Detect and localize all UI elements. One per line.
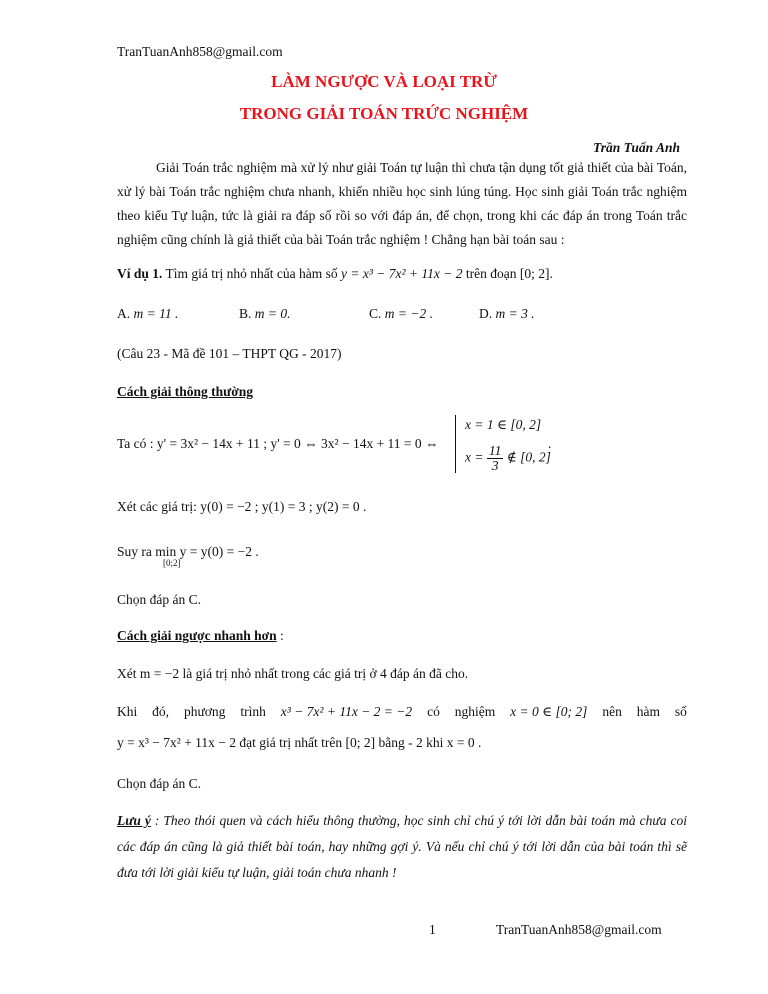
- method1-heading: Cách giải thông thường: [117, 384, 253, 399]
- option-b: B. m = 0.: [239, 306, 291, 321]
- example-text: Tìm giá trị nhỏ nhất của hàm số: [165, 266, 338, 281]
- source-citation: (Câu 23 - Mã đề 101 – THPT QG - 2017): [117, 346, 342, 361]
- case-bracket: [455, 415, 462, 473]
- case-end: .: [548, 436, 552, 451]
- title-line-2: TRONG GIẢI TOÁN TRỨC NGHIỆM: [239, 104, 529, 123]
- example-label: Ví dụ 1.: [117, 266, 163, 281]
- note-label: Lưu ý: [117, 813, 151, 828]
- example-statement: [117, 266, 553, 282]
- header-email: TranTuanAnh858@gmail.com: [117, 44, 283, 59]
- case-1: x = 1 ∈ [0, 2]: [465, 417, 542, 432]
- min-subscript: [0;2]: [163, 558, 181, 568]
- method2-consider: Xét m = −2 là giá trị nhỏ nhất trong các giá trị ở 4 đáp án đã cho.: [117, 666, 469, 681]
- option-d: D. m = 3 .: [479, 306, 535, 321]
- min-line: Suy ra min y = y(0) = −2 .: [117, 544, 259, 559]
- example-function: y = x³ − 7x² + 11x − 2: [341, 266, 463, 281]
- example-interval: trên đoạn [0; 2].: [465, 266, 553, 281]
- intro-text: Giải Toán trắc nghiệm mà xử lý như giải Toán tự luận thì chưa tận dụng tốt giả thiết của bài Toán, xử lý bài Toán trắc nghiệm chưa nhanh, khiến nhiều học sinh lúng túng. Học sinh giải Toán trắc nghiệm theo kiểu Tự luận, tức là giải ra đáp số rồi so với đáp án, để chọn, trong khi các đáp án trong Toán trắc nghiệm cũng chính là giả thiết của bài Toán trắc nghiệm ! Chẳng hạn bài toán sau :: [117, 160, 687, 247]
- page-number: 1: [429, 922, 436, 937]
- method2-answer: Chọn đáp án C.: [117, 776, 201, 791]
- author: Trần Tuấn Anh: [592, 140, 680, 155]
- option-a: A. m = 11 .: [117, 306, 179, 321]
- method2-heading: Cách giải ngược nhanh hơn: [117, 628, 277, 643]
- title-line-1: LÀM NGƯỢC VÀ LOẠI TRỪ: [271, 72, 497, 91]
- method2-result-line: y = x³ − 7x² + 11x − 2 đạt giá trị nhất trên [0; 2] bằng - 2 khi x = 0 .: [117, 735, 482, 750]
- footer-email: TranTuanAnh858@gmail.com: [496, 922, 662, 937]
- method1-answer: Chọn đáp án C.: [117, 592, 201, 607]
- note-paragraph: [117, 808, 687, 886]
- method2-heading-wrap: Cách giải ngược nhanh hơn :: [117, 628, 284, 643]
- intro-paragraph: [117, 156, 687, 252]
- option-c: C. m = −2 .: [369, 306, 433, 321]
- method2-equation-line: Khi đó, phương trình x³ − 7x² + 11x − 2 = −2 có nghiệm x = 0 ∈ [0; 2] nên hàm số: [117, 704, 687, 719]
- fraction-11-3: $\frac{11}{3}$: [488, 443, 502, 473]
- values-line: Xét các giá trị: y(0) = −2 ; y(1) = 3 ; y(2) = 0 .: [117, 499, 367, 514]
- note-text: : Theo thói quen và cách hiểu thông thường, học sinh chỉ chú ý tới lời dẫn bài toán mà chưa coi các đáp án cũng là giả thiết bài toán, hay những gợi ý. Và nếu chỉ chú ý tới lời dẫn của bài toán thì sẽ đưa tới lời giải kiểu tự luận, giải toán chưa nhanh !: [117, 813, 687, 880]
- case-2: x = $\frac{11}{3}$ ∉ [0, 2]: [465, 443, 551, 473]
- derivative-line: Ta có : y' = 3x² − 14x + 11 ; y' = 0 ⇔ 3x² − 14x + 11 = 0 ⇔: [117, 436, 439, 451]
